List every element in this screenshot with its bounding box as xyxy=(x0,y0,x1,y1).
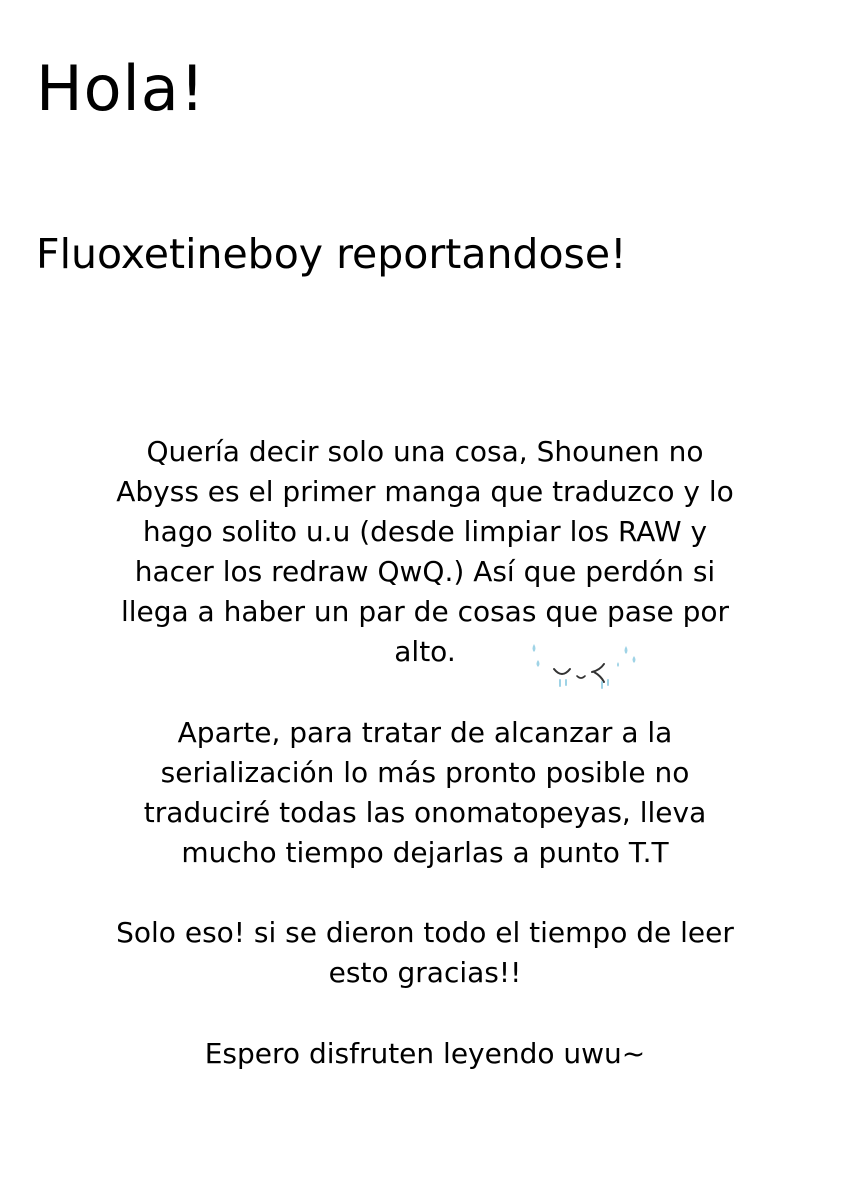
tear-stream-icon xyxy=(560,680,566,686)
paragraph-thanks xyxy=(60,913,790,993)
tear-drop-icon xyxy=(537,660,540,667)
tear-drop-icon xyxy=(625,646,628,654)
paragraph-line: hago solito u.u (desde limpiar los RAW y xyxy=(142,515,708,548)
paragraph-line: Espero disfruten leyendo uwu~ xyxy=(204,1037,646,1070)
tear-drop-icon xyxy=(617,662,619,667)
paragraph-line: alto. xyxy=(394,635,456,668)
tear-drop-icon xyxy=(633,656,636,663)
crying-face-icon xyxy=(520,636,650,698)
closed-eye-icon xyxy=(592,664,604,682)
tear-drop-icon xyxy=(533,644,536,652)
paragraph-closing xyxy=(60,1034,790,1074)
paragraph-line: Solo eso! si se dieron todo el tiempo de leer xyxy=(116,916,734,949)
paragraph-line: esto gracias!! xyxy=(328,956,522,989)
paragraph-line: mucho tiempo dejarlas a punto T.T xyxy=(181,836,669,869)
closed-eye-icon xyxy=(554,669,570,674)
paragraph-line: hacer los redraw QwQ.) Así que perdón si xyxy=(134,555,716,588)
paragraph-onomatopoeia xyxy=(60,713,790,873)
mouth-icon xyxy=(577,676,585,678)
subtitle-heading: Fluoxetineboy reportandose! xyxy=(36,230,627,278)
paragraph-line: Aparte, para tratar de alcanzar a la xyxy=(177,716,673,749)
paragraph-line: serialización lo más pronto posible no xyxy=(160,756,690,789)
paragraph-line: Abyss es el primer manga que traduzco y lo xyxy=(116,475,734,508)
paragraph-line: traduciré todas las onomatopeyas, lleva xyxy=(143,796,707,829)
greeting-heading: Hola! xyxy=(36,52,206,125)
paragraph-line: llega a haber un par de cosas que pase por xyxy=(120,595,730,628)
paragraph-line: Quería decir solo una cosa, Shounen no xyxy=(146,435,704,468)
paragraph-apology xyxy=(60,432,790,672)
